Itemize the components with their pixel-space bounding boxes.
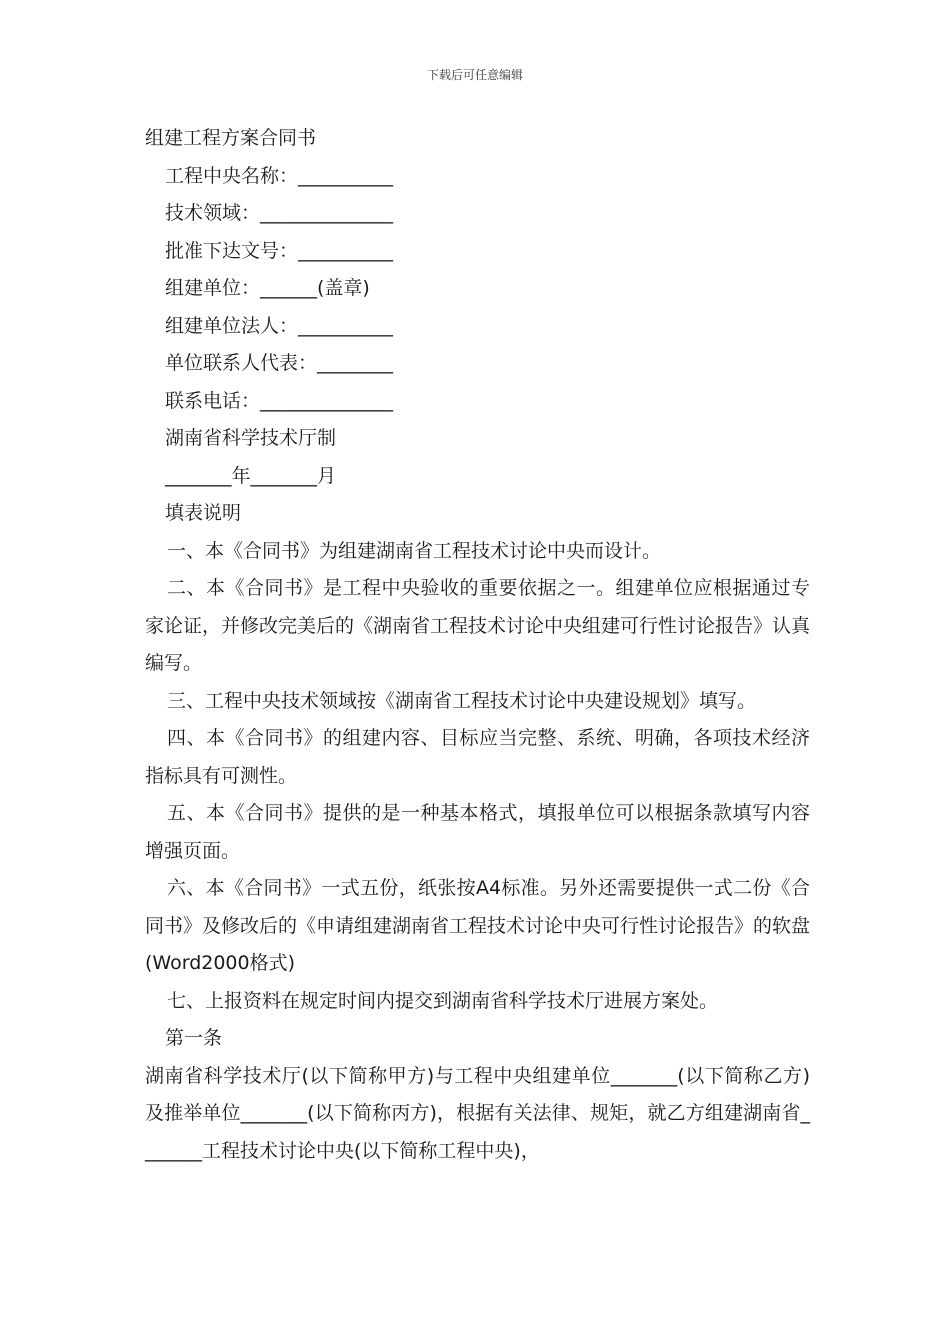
page-header-note: 下载后可任意编辑 (426, 68, 523, 82)
cover-issuer: 湖南省科学技术厅制 (165, 427, 337, 449)
article-heading: 第一条 (165, 1027, 223, 1049)
cover-field-tech-domain: 技术领域：______________ (165, 202, 394, 224)
instructions-heading: 填表说明 (165, 502, 242, 524)
instruction-item: 六、本《合同书》一式五份，纸张按A4标准。另外还需要提供一式二份《合同书》及修改后的《申请组建湖南省工程技术讨论中央可行性讨论报告》的软盘(Word2000格式) (145, 877, 811, 974)
instruction-item: 四、本《合同书》的组建内容、目标应当完整、系统、明确，各项技术经济指标具有可测性。 (145, 727, 810, 787)
instruction-item: 二、本《合同书》是工程中央验收的重要依据之一。组建单位应根据通过专家论证，并修改完美后的《湖南省工程技术讨论中央组建可行性讨论报告》认真编写。 (145, 577, 811, 674)
cover-field-contact-representative: 单位联系人代表：________ (165, 352, 394, 374)
article-paragraph: 湖南省科学技术厅(以下简称甲方)与工程中央组建单位_______(以下简称乙方)及推举单位_______(以下简称丙方)，根据有关法律、规矩，就乙方组建湖南省_______工程技术讨论中央(以下简称工程中央)， (145, 1064, 810, 1162)
cover-field-organizing-unit: 组建单位：______(盖章) (165, 277, 370, 299)
cover-field-legal-person: 组建单位法人：__________ (165, 314, 394, 337)
instruction-item: 三、工程中央技术领域按《湖南省工程技术讨论中央建设规划》填写。 (167, 689, 757, 712)
cover-date: _______年_______月 (165, 464, 337, 487)
instruction-item: 一、本《合同书》为组建湖南省工程技术讨论中央而设计。 (167, 539, 662, 562)
cover-field-phone: 联系电话：______________ (165, 389, 394, 412)
cover-field-center-name: 工程中央名称：__________ (165, 164, 394, 187)
instruction-item: 七、上报资料在规定时间内提交到湖南省科学技术厅进展方案处。 (167, 989, 719, 1012)
document-body (145, 120, 810, 1170)
cover-field-approval-number: 批准下达文号：__________ (165, 239, 394, 262)
document-title: 组建工程方案合同书 (145, 127, 317, 149)
instruction-item: 五、本《合同书》提供的是一种基本格式，填报单位可以根据条款填写内容增强页面。 (145, 802, 810, 862)
